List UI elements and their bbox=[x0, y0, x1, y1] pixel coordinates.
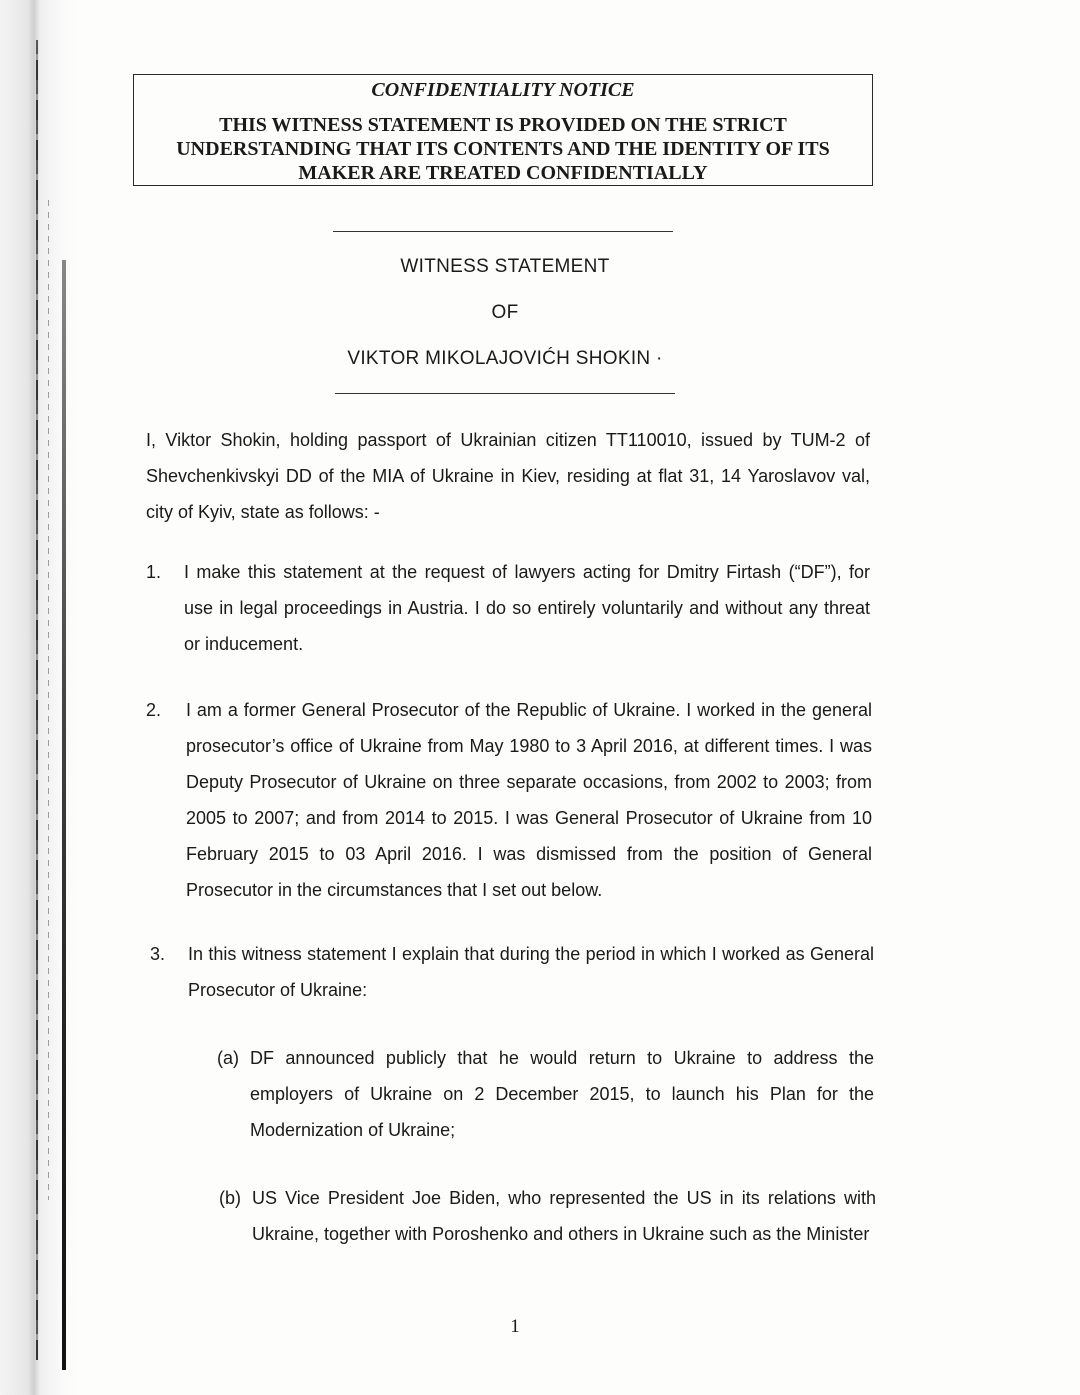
scan-artifact-line bbox=[62, 260, 66, 1370]
notice-line: UNDERSTANDING THAT ITS CONTENTS AND THE IDENTITY OF ITS bbox=[176, 138, 830, 160]
statement-of: OF bbox=[491, 302, 519, 323]
subparagraph-text: US Vice President Joe Biden, who represented the US in its relations with Ukraine, together with Poroshenko and others in Ukraine such as the Minister bbox=[252, 1188, 876, 1244]
paragraph-number: 3. bbox=[150, 944, 166, 964]
paragraph-text: I am a former General Prosecutor of the Republic of Ukraine. I worked in the general prosecutor’s office of Ukraine from May 1980 to 3 April 2016, at different times. I was Deputy Prosecutor of Ukraine on three separate occasions, from 2002 to 2003; from 2005 to 2007; and from 2014 to 2015. I was General Prosecutor of Ukraine from 10 February 2015 to 03 April 2016. I was dismissed from the position of General Prosecutor in the circumstances that I set out below. bbox=[186, 700, 872, 900]
divider-rule-bottom bbox=[335, 393, 675, 394]
paragraph-text: In this witness statement I explain that during the period in which I worked as General Prosecutor of Ukraine: bbox=[188, 944, 874, 1000]
subparagraph-text: DF announced publicly that he would return to Ukraine to address the employers of Ukraine on 2 December 2015, to launch his Plan for the Modernization of Ukraine; bbox=[250, 1048, 874, 1140]
notice-title: CONFIDENTIALITY NOTICE bbox=[371, 79, 635, 101]
paragraph-text: I make this statement at the request of lawyers acting for Dmitry Firtash (“DF”), for use in legal proceedings in Austria. I do so entirely voluntarily and without any threat or inducement. bbox=[184, 562, 870, 654]
statement-title: WITNESS STATEMENT bbox=[400, 256, 610, 277]
witness-name: VIKTOR MIKOLAJOVIĆH SHOKIN · bbox=[347, 348, 663, 369]
scan-artifact-line bbox=[36, 40, 38, 1360]
scan-binding-edge bbox=[0, 0, 80, 1395]
paragraph-number: 2. bbox=[146, 700, 162, 720]
subparagraph-label: (b) bbox=[219, 1188, 241, 1208]
intro-paragraph: I, Viktor Shokin, holding passport of Ukrainian citizen TT110010, issued by TUM-2 of Shevchenkivskyi DD of the MIA of Ukraine in Kiev, residing at flat 31, 14 Yaroslavov val, city of Kyiv, state as follows: - bbox=[146, 430, 870, 522]
scan-artifact-line bbox=[48, 200, 49, 1200]
subparagraph-label: (a) bbox=[217, 1048, 239, 1068]
confidentiality-notice-box bbox=[133, 74, 873, 186]
notice-line: THIS WITNESS STATEMENT IS PROVIDED ON THE STRICT bbox=[219, 114, 787, 136]
page-number: 1 bbox=[510, 1316, 520, 1337]
notice-body bbox=[144, 113, 862, 185]
divider-rule-top bbox=[333, 231, 673, 232]
notice-line: MAKER ARE TREATED CONFIDENTIALLY bbox=[298, 162, 708, 184]
paragraph-number: 1. bbox=[146, 562, 162, 582]
